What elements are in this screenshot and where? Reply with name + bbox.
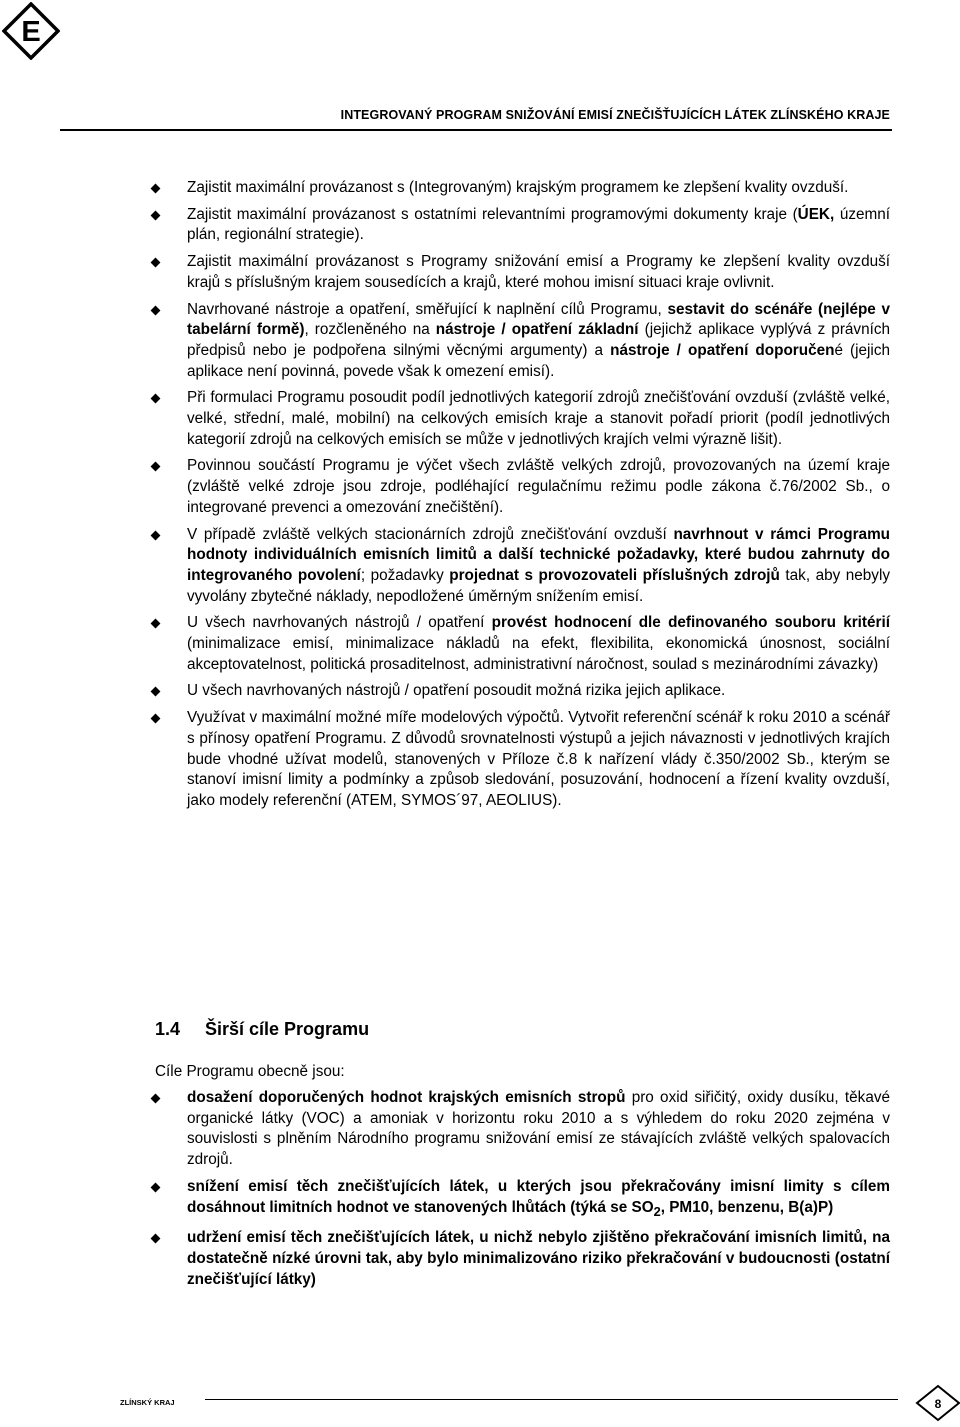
- header-rule: [60, 129, 892, 131]
- header-title: INTEGROVANÝ PROGRAM SNIŽOVÁNÍ EMISÍ ZNEČIŠŤUJÍCÍCH LÁTEK ZLÍNSKÉHO KRAJE: [340, 108, 890, 122]
- list-item: U všech navrhovaných nástrojů / opatření posoudit možná rizika jejich aplikace.: [150, 681, 890, 702]
- diamond-bullet-icon: [151, 210, 161, 220]
- diamond-bullet-icon: [151, 1094, 161, 1104]
- diamond-bullet-icon: [151, 184, 161, 194]
- diamond-bullet-icon: [151, 687, 161, 697]
- list-item: Navrhované nástroje a opatření, směřující k naplnění cílů Programu, sestavit do scénáře (nejlépe v tabelární formě), rozčleněného na nástroje / opatření základní (jejichž aplikace vyplývá z právních předpisů nebo je podpořena silnými věcnými argumenty) a nástroje / opatření doporučené (jejich aplikace není povinná, povede však k omezení emisí).: [150, 300, 890, 383]
- diamond-bullet-icon: [151, 619, 161, 629]
- diamond-bullet-icon: [151, 714, 161, 724]
- list-item: Při formulaci Programu posoudit podíl jednotlivých kategorií zdrojů znečišťování ovzduší (zvláště velké, velké, střední, malé, mobilní) na celkových emisích kraje a stanovit pořadí priorit (podíl jednotlivých kategorií zdrojů na celkových emisích se může v jednotlivých krajích velmi výrazně lišit).: [150, 388, 890, 450]
- section-number: 1.4: [155, 1019, 181, 1039]
- diamond-bullet-icon: [151, 394, 161, 404]
- diamond-bullet-icon: [151, 258, 161, 268]
- goals-list: [150, 1088, 890, 1296]
- list-item: Využívat v maximální možné míře modelových výpočtů. Vytvořit referenční scénář k roku 2010 a scénář s přínosy opatření Programu. Z důvodů srovnatelnosti výstupů a jejich návaznosti v jednotlivých krajích bude vhodné užívat modelů, stanovených v Příloze č.8 k nařízení vlády č.350/2002 Sb., kterým se stanoví imisní limity a podmínky a způsob sledování, posuzování, hodnocení a řízení kvality ovzduší, jako modely referenční (ATEM, SYMOS´97, AEOLIUS).: [150, 708, 890, 812]
- list-item: U všech navrhovaných nástrojů / opatření provést hodnocení dle definovaného souboru kritérií (minimalizace emisí, minimalizace nákladů na efekt, flexibilita, ekonomická únosnost, sociální akceptovatelnost, politická prosaditelnost, administrativní náročnost, soulad s mezinárodními závazky): [150, 613, 890, 675]
- footer-region-name: ZLÍNSKÝ KRAJ: [120, 1398, 175, 1407]
- diamond-bullet-icon: [151, 530, 161, 540]
- diamond-bullet-icon: [151, 1182, 161, 1192]
- section-title: Širší cíle Programu: [205, 1019, 370, 1039]
- diamond-bullet-icon: [151, 1234, 161, 1244]
- requirements-list: [150, 178, 890, 818]
- diamond-bullet-icon: [151, 305, 161, 315]
- list-item: Povinnou součástí Programu je výčet všech zvláště velkých zdrojů, provozovaných na území kraje (zvláště velké zdroje jsou zdroje, podléhající regulačnímu režimu podle zákona č.76/2002 Sb., o integrované prevenci a omezování znečištění).: [150, 456, 890, 518]
- page-number: 8: [934, 1397, 942, 1411]
- list-item: udržení emisí těch znečišťujících látek, u nichž nebylo zjištěno překračování imisních limitů, na dostatečně nízké úrovni tak, aby bylo minimalizováno riziko překračování v budoucnosti (ostatní znečišťující látky): [150, 1228, 890, 1290]
- section-intro: Cíle Programu obecně jsou:: [155, 1063, 345, 1080]
- list-item: Zajistit maximální provázanost s (Integrovaným) krajským programem ke zlepšení kvality ovzduší.: [150, 178, 890, 199]
- list-item: dosažení doporučených hodnot krajských emisních stropů pro oxid siřičitý, oxidy dusíku, těkavé organické látky (VOC) a amoniak v horizontu roku 2010 a s výhledem do roku 2020 zejména v souvislosti s plněním Národního programu snižování emisí ze stávajících zvláště velkých spalovacích zdrojů.: [150, 1088, 890, 1171]
- page-number-badge: [915, 1384, 960, 1422]
- footer-rule: [205, 1399, 898, 1400]
- list-item: Zajistit maximální provázanost s ostatními relevantními programovými dokumenty kraje (ÚEK, územní plán, regionální strategie).: [150, 205, 890, 246]
- section-heading: [155, 1019, 369, 1040]
- list-item: V případě zvláště velkých stacionárních zdrojů znečišťování ovzduší navrhnout v rámci Programu hodnoty individuálních emisních limitů a další technické požadavky, které budou zahrnuty do integrovaného povolení; požadavky projednat s provozovateli příslušných zdrojů tak, aby nebyly vyvolány zbytečné náklady, nepodložené úměrným snížením emisí.: [150, 525, 890, 608]
- logo: [2, 2, 60, 60]
- list-item: Zajistit maximální provázanost s Programy snižování emisí a Programy ke zlepšení kvality ovzduší krajů s příslušným krajem sousedících a krajů, které mohou imisní situaci kraje ovlivnit.: [150, 252, 890, 293]
- list-item: snížení emisí těch znečišťujících látek, u kterých jsou překračovány imisní limity s cílem dosáhnout limitních hodnot ve stanovených lhůtách (týká se $SO_2$, PM10, benzenu, B(a)P): [150, 1177, 890, 1222]
- diamond-bullet-icon: [151, 462, 161, 472]
- logo-letter: E: [21, 16, 41, 48]
